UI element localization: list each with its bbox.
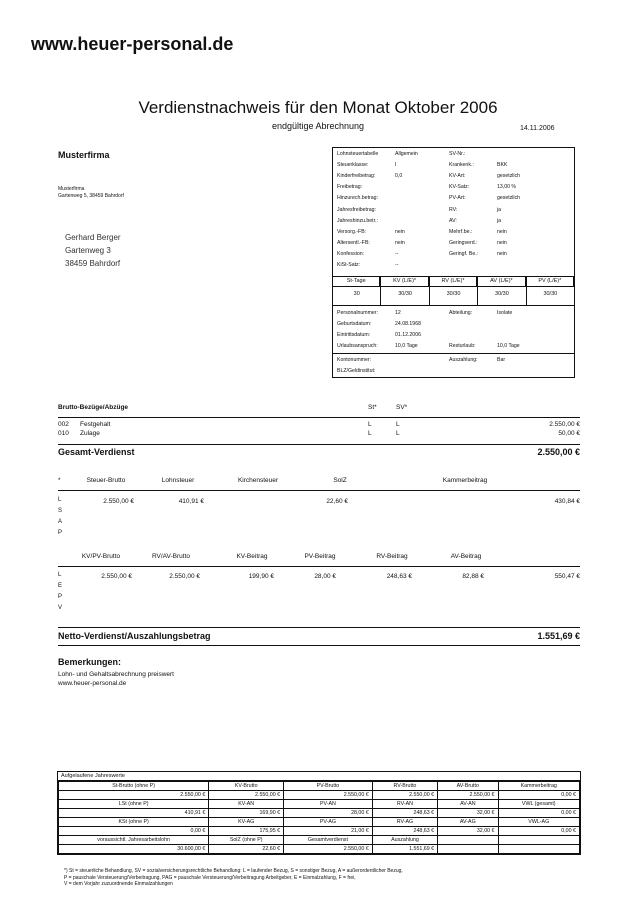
divider <box>58 645 580 646</box>
letter: V <box>58 605 63 611</box>
sv-header-2: KV-Beitrag <box>236 553 268 560</box>
annual-value-row <box>59 845 580 854</box>
annual-value: 248,63 € <box>372 809 437 818</box>
info-label: Kontonummer: <box>337 356 372 363</box>
annual-label: VWL (gesamt) <box>498 800 579 809</box>
annual-label: LSt (ohne P) <box>59 800 209 809</box>
letter: A <box>58 519 63 525</box>
footnote-line: *) St = steuerliche Behandlung, SV = sozialversicherungsrechtliche Behandlung: L = laufender Bezug, S = sonstiger Bezug, A = außerordentlicher Bezug, <box>64 868 403 874</box>
annual-value-row <box>59 791 580 800</box>
days-value: 30 <box>353 291 360 297</box>
annual-value: 32,00 € <box>438 809 498 818</box>
info-value: I <box>395 161 397 168</box>
annual-value <box>438 845 498 854</box>
info-label: Versorg.-FB: <box>337 228 367 235</box>
company-name: Musterfirma <box>58 150 110 160</box>
brutto-name: Festgehalt <box>80 421 111 428</box>
info-row <box>333 260 574 271</box>
days-header: KV (L/E)* <box>381 277 428 287</box>
av-beitrag-value: 82,88 € <box>462 573 484 580</box>
info-label: Hinzurech.betrag: <box>337 195 378 202</box>
footnote <box>64 868 584 888</box>
gross-total-value: 2.550,00 € <box>537 447 580 457</box>
info-label: RV: <box>449 206 458 213</box>
brutto-amount: 2.550,00 € <box>549 421 580 428</box>
steuer-header-3: SolZ <box>333 477 347 484</box>
annual-label: Gesamtverdienst <box>284 836 373 845</box>
sv-header-1: RV/AV-Brutto <box>151 553 191 560</box>
star-marker: * <box>58 477 61 484</box>
days-value: 30/30 <box>446 291 461 297</box>
info-label: Geringverd.: <box>449 240 478 247</box>
brutto-amount: 50,00 € <box>558 430 580 437</box>
annual-value: 175,95 € <box>209 827 284 836</box>
annual-label-row <box>59 782 580 791</box>
steuer-header-0: Steuer-Brutto <box>86 477 126 484</box>
info-row <box>333 215 574 226</box>
brutto-item-row <box>58 421 580 430</box>
annual-label-row <box>59 836 580 845</box>
company-small-name: Musterfirma <box>58 186 85 192</box>
steuer-letters <box>58 495 62 539</box>
info-label: Lohnsteuertabelle <box>337 150 379 157</box>
annual-label: VWL-AG <box>498 818 579 827</box>
annual-values-table <box>57 771 581 855</box>
recipient-address <box>65 231 121 270</box>
info-row <box>333 341 574 352</box>
info-value: 10,0 Tage <box>497 343 520 350</box>
letter: L <box>58 572 62 578</box>
info-label: Jahresfreibetrag: <box>337 206 376 213</box>
document-title: Verdienstnachweis für den Monat Oktober 2006 <box>138 98 498 117</box>
sv-header-4: RV-Beitrag <box>376 553 408 560</box>
annual-label: PV-AN <box>284 800 373 809</box>
info-label: Konfession: <box>337 251 365 258</box>
info-row <box>333 329 574 340</box>
info-value: BKK <box>497 161 508 168</box>
steuer-header-1: Lohnsteuer <box>161 477 195 484</box>
info-value: Allgemein <box>395 150 418 157</box>
remarks-title: Bemerkungen: <box>58 657 122 667</box>
info-row <box>333 204 574 215</box>
annual-label: Kammerbeitrag <box>498 782 579 791</box>
divider <box>58 444 580 445</box>
brutto-nr: 010 <box>58 430 69 437</box>
kvpv-brutto-value: 2.550,00 € <box>101 573 132 580</box>
document-subtitle: endgültige Abrechnung <box>271 121 365 131</box>
info-label: Urlaubsanspruch: <box>337 343 378 350</box>
annual-label: KV-Brutto <box>209 782 284 791</box>
annual-value: 2.550,00 € <box>372 791 437 800</box>
steuer-brutto-value: 2.550,00 € <box>103 498 134 505</box>
col-st-header: St* <box>368 404 377 411</box>
annual-label: St-Brutto (ohne P) <box>59 782 209 791</box>
info-label: Eintrittsdatum: <box>337 331 371 338</box>
letter: P <box>58 530 63 536</box>
annual-value: 21,00 € <box>284 827 373 836</box>
info-label: Resturlaub: <box>449 343 476 350</box>
info-row <box>333 226 574 237</box>
info-value: 13,00 % <box>497 184 517 191</box>
days-header: St-Tage <box>333 277 380 287</box>
brutto-header: Brutto-Bezüge/Abzüge <box>58 404 129 411</box>
document-date: 14.11.2006 <box>520 125 555 132</box>
annual-value-row <box>59 809 580 818</box>
remarks-link[interactable]: www.heuer-personal.de <box>58 680 127 687</box>
annual-label: RV-AN <box>372 800 437 809</box>
annual-value: 0,00 € <box>498 809 579 818</box>
info-row <box>333 354 574 365</box>
divider <box>58 417 580 418</box>
annual-value <box>498 845 579 854</box>
info-value: 10,0 Tage <box>395 343 418 350</box>
info-label: KV-Art: <box>449 172 466 179</box>
annual-value-row <box>59 827 580 836</box>
annual-label <box>498 836 579 845</box>
annual-label: PV-AG <box>284 818 373 827</box>
days-cell <box>333 277 381 305</box>
info-value: 0,0 <box>395 172 403 179</box>
annual-value: 0,00 € <box>498 827 579 836</box>
recipient-street: Gartenweg 3 <box>65 246 111 255</box>
brutto-st: L <box>368 421 372 428</box>
days-value: 30/30 <box>495 291 509 297</box>
recipient-name: Gerhard Berger <box>65 233 121 242</box>
info-row <box>333 318 574 329</box>
info-value: 24.08.1968 <box>395 320 421 327</box>
info-label: Altersentl.-FB: <box>337 240 370 247</box>
divider <box>58 566 580 567</box>
info-value: ja <box>497 217 502 224</box>
letter: P <box>58 594 63 600</box>
remarks-text <box>58 670 174 688</box>
annual-value: 248,63 € <box>372 827 437 836</box>
brutto-nr: 002 <box>58 421 69 428</box>
annual-label: RV-Brutto <box>372 782 437 791</box>
info-value: nein <box>395 228 405 235</box>
pv-beitrag-value: 28,00 € <box>314 573 336 580</box>
annual-label: AV-Brutto <box>438 782 498 791</box>
info-label: Freibetrag: <box>337 184 363 191</box>
company-sender-line <box>58 186 124 200</box>
steuer-header-4: Kammerbeitrag <box>442 477 488 484</box>
annual-value: 30.600,00 € <box>59 845 209 854</box>
annual-value: 0,00 € <box>498 791 579 800</box>
annual-label: KV-AN <box>209 800 284 809</box>
letter: S <box>58 508 63 514</box>
divider <box>58 627 580 628</box>
brutto-name: Zulage <box>80 430 100 437</box>
remarks-line: Lohn- und Gehaltsabrechnung preiswert <box>58 671 174 678</box>
annual-value: 2.550,00 € <box>284 791 373 800</box>
kammer-value: 430,84 € <box>554 498 580 505</box>
info-row <box>333 170 574 181</box>
info-row <box>333 148 574 159</box>
footnote-line: P = pauschale Versteuerung/Verbeitragung, PAG = pauschale Versteuerung/Verbeitragung Arbeitgeber, E = Einmalzahlung, F = frei, <box>64 874 356 881</box>
letter: E <box>58 583 63 589</box>
info-value: -- <box>395 251 399 258</box>
sv-total-value: 550,47 € <box>554 573 580 580</box>
sv-header-5: AV-Beitrag <box>450 553 482 560</box>
days-cell <box>381 277 429 305</box>
days-cell <box>527 277 574 305</box>
employee-info-box <box>332 147 575 378</box>
info-value: ja <box>497 206 502 213</box>
info-value: nein <box>497 251 507 258</box>
info-row <box>333 249 574 260</box>
annual-value: 169,90 € <box>209 809 284 818</box>
annual-label <box>438 836 498 845</box>
info-row <box>333 159 574 170</box>
steuer-header-2: Kirchensteuer <box>237 477 279 484</box>
info-row <box>333 238 574 249</box>
info-row <box>333 365 574 376</box>
info-label: Geburtsdatum: <box>337 320 372 327</box>
gross-total-label: Gesamt-Verdienst <box>58 447 135 457</box>
annual-value: 0,00 € <box>59 827 209 836</box>
recipient-city: 38459 Bahrdorf <box>65 259 121 268</box>
days-value: 30/30 <box>398 291 412 297</box>
annual-value: 32,00 € <box>438 827 498 836</box>
info-row <box>333 193 574 204</box>
annual-title: Aufgelaufene Jahreswerte <box>58 772 580 781</box>
info-label: PV-Art: <box>449 195 466 202</box>
annual-label-row <box>59 818 580 827</box>
annual-value: 2.550,00 € <box>284 845 373 854</box>
annual-value: 22,60 € <box>209 845 284 854</box>
info-label: Abteilung: <box>449 309 473 316</box>
letter: L <box>58 497 62 503</box>
info-row <box>333 307 574 318</box>
annual-label-row <box>59 800 580 809</box>
annual-label: AV-AN <box>438 800 498 809</box>
days-header: RV (L/E)* <box>430 277 477 287</box>
rv-beitrag-value: 248,63 € <box>386 573 412 580</box>
annual-value: 2.550,00 € <box>59 791 209 800</box>
days-section <box>333 277 574 306</box>
info-label: Krankenk.: <box>449 161 474 168</box>
info-label: Personalnummer: <box>337 309 378 316</box>
sv-header-0: KV/PV-Brutto <box>81 553 121 560</box>
tax-info-section <box>333 148 574 277</box>
info-label: SV-Nr.: <box>449 150 466 157</box>
info-value: Isolate <box>497 309 513 316</box>
annual-value: 1.551,69 € <box>372 845 437 854</box>
annual-value: 2.550,00 € <box>209 791 284 800</box>
sv-header-3: PV-Beitrag <box>304 553 336 560</box>
info-label: Kinderfreibetrag: <box>337 172 376 179</box>
info-value: gesetzlich <box>497 172 521 179</box>
annual-value: 410,91 € <box>59 809 209 818</box>
annual-label: RV-AG <box>372 818 437 827</box>
days-value: 30/30 <box>543 291 558 297</box>
info-label: Jahreshinzu.betr.: <box>337 217 378 224</box>
brutto-st: L <box>368 430 372 437</box>
annual-value: 2.550,00 € <box>438 791 498 800</box>
info-label: Mehrf.be.: <box>449 228 473 235</box>
brutto-sv: L <box>396 430 400 437</box>
kv-beitrag-value: 199,90 € <box>248 573 274 580</box>
lohnsteuer-value: 410,91 € <box>178 498 204 505</box>
personnel-section <box>333 306 574 354</box>
annual-label: SolZ (ohne P) <box>209 836 284 845</box>
brutto-items <box>58 421 580 439</box>
annual-label: KV-AG <box>209 818 284 827</box>
annual-label: Auszahlung <box>372 836 437 845</box>
rvav-brutto-value: 2.550,00 € <box>169 573 200 580</box>
info-value: nein <box>497 240 507 247</box>
info-value: nein <box>395 240 405 247</box>
info-value: 12 <box>395 309 401 316</box>
days-header: AV (L/E)* <box>478 277 525 287</box>
bank-section <box>333 354 574 378</box>
annual-label: PV-Brutto <box>284 782 373 791</box>
info-label: Auszahlung: <box>449 356 478 363</box>
info-label: AV: <box>449 217 457 224</box>
days-cell <box>478 277 526 305</box>
net-pay-value: 1.551,69 € <box>537 631 580 641</box>
annual-label: AV-AG <box>438 818 498 827</box>
info-label: KiSt-Satz: <box>337 262 361 269</box>
brutto-item-row <box>58 430 580 439</box>
divider <box>58 490 580 491</box>
annual-label: voraussichtl. Jahresarbeitslohn <box>59 836 209 845</box>
annual-value: 28,00 € <box>284 809 373 818</box>
info-value: -- <box>395 262 399 269</box>
info-label: Geringf. Be.: <box>449 251 479 258</box>
days-header: PV (L/E)* <box>527 277 574 287</box>
net-pay-label: Netto-Verdienst/Auszahlungsbetrag <box>58 631 211 641</box>
info-label: KV-Satz: <box>449 184 470 191</box>
brutto-sv: L <box>396 421 400 428</box>
site-url[interactable]: www.heuer-personal.de <box>31 34 234 54</box>
info-value: gesetzlich <box>497 195 521 202</box>
annual-label: KSt (ohne P) <box>59 818 209 827</box>
col-sv-header: SV* <box>396 404 408 411</box>
info-label: BLZ/Geldinstitut: <box>337 367 376 374</box>
sv-letters <box>58 570 62 614</box>
info-value: nein <box>497 228 507 235</box>
info-value: Bar <box>497 356 506 363</box>
solz-value: 22,60 € <box>326 498 348 505</box>
days-cell <box>430 277 478 305</box>
info-value: 01.12.2006 <box>395 331 421 338</box>
company-small-address: Gartenweg 5, 38459 Bahrdorf <box>58 193 124 199</box>
info-label: Steuerklasse: <box>337 161 369 168</box>
info-row <box>333 182 574 193</box>
footnote-line: V = dem Vorjahr zuzuordnende Einmalzahlungen <box>64 881 173 887</box>
